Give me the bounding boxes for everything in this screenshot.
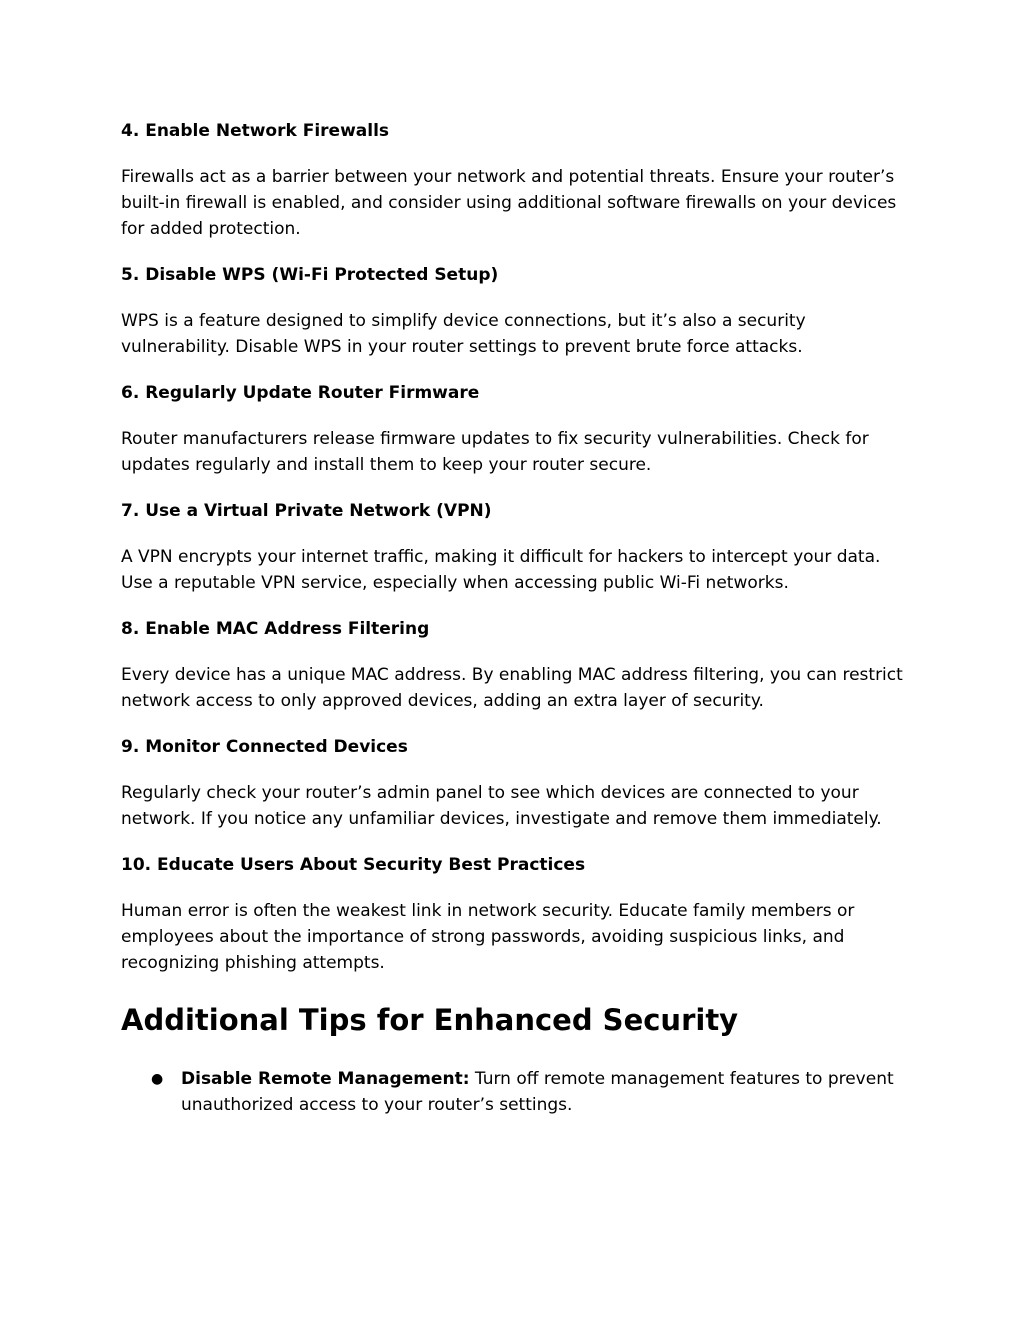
section-6	[121, 380, 911, 478]
section-7	[121, 498, 911, 596]
bullet-icon: ●	[151, 1071, 164, 1087]
section-heading: 10. Educate Users About Security Best Practices	[121, 855, 586, 875]
section-heading: 9. Monitor Connected Devices	[121, 737, 408, 757]
section-heading: 4. Enable Network Firewalls	[121, 121, 390, 141]
section-paragraph: WPS is a feature designed to simplify device connections, but it’s also a security vulnerability. Disable WPS in your router settings to prevent brute force attacks.	[121, 311, 806, 357]
section-4	[121, 118, 911, 242]
section-heading: 6. Regularly Update Router Firmware	[121, 383, 480, 403]
additional-tips-list	[121, 1066, 911, 1118]
bullet-text: Turn off remote management features to prevent unauthorized access to your router’s settings.	[181, 1069, 894, 1115]
bullet-label: Disable Remote Management:	[181, 1069, 470, 1089]
section-paragraph: A VPN encrypts your internet traffic, making it difficult for hackers to intercept your data. Use a reputable VPN service, especially when accessing public Wi-Fi networks.	[121, 547, 881, 593]
document-page	[121, 118, 911, 1118]
section-paragraph: Every device has a unique MAC address. By enabling MAC address filtering, you can restrict network access to only approved devices, adding an extra layer of security.	[121, 665, 903, 711]
section-heading: 8. Enable MAC Address Filtering	[121, 619, 430, 639]
section-paragraph: Firewalls act as a barrier between your network and potential threats. Ensure your router’s built-in firewall is enabled, and consider using additional software firewalls on your devices for added protection.	[121, 167, 897, 239]
section-9	[121, 734, 911, 832]
section-heading: 7. Use a Virtual Private Network (VPN)	[121, 501, 492, 521]
section-heading: 5. Disable WPS (Wi-Fi Protected Setup)	[121, 265, 499, 285]
section-paragraph: Regularly check your router’s admin panel to see which devices are connected to your network. If you notice any unfamiliar devices, investigate and remove them immediately.	[121, 783, 882, 829]
list-item	[121, 1066, 911, 1118]
section-8	[121, 616, 911, 714]
section-paragraph: Human error is often the weakest link in network security. Educate family members or employees about the importance of strong passwords, avoiding suspicious links, and recognizing phishing attempts.	[121, 901, 855, 973]
additional-tips-title: Additional Tips for Enhanced Security	[121, 1003, 739, 1037]
section-10	[121, 852, 911, 976]
section-paragraph: Router manufacturers release firmware updates to fix security vulnerabilities. Check for updates regularly and install them to keep your router secure.	[121, 429, 869, 475]
section-5	[121, 262, 911, 360]
